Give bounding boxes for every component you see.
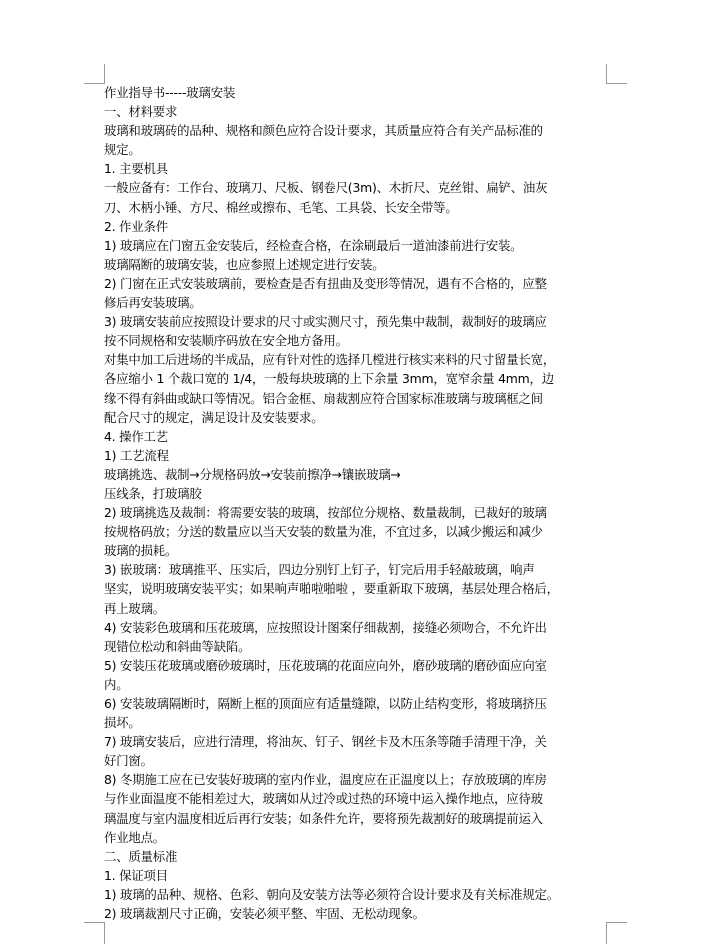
paragraph-line: 玻璃挑选、裁制→分规格码放→安装前擦净→镶嵌玻璃→ (104, 466, 401, 482)
paragraph-line: 各应缩小 1 个裁口宽的 1/4，一般每块玻璃的上下余量 3mm，宽窄余量 4mm，边 (104, 371, 554, 387)
paragraph-line: 缘不得有斜曲或缺口等情况。铝合金框、扇裁割应符合国家标准玻璃与玻璃框之间 (104, 390, 543, 406)
paragraph-line: 4) 安装彩色玻璃和压花玻璃，应按照设计图案仔细裁割，接缝必须吻合，不允许出 (104, 619, 547, 635)
paragraph-line: 现错位松动和斜曲等缺陷。 (104, 638, 251, 654)
paragraph-line: 玻璃的损耗。 (104, 543, 178, 559)
corner-mark-bottom-left-vertical (104, 922, 105, 944)
section-heading-materials: 一、材料要求 (104, 104, 178, 120)
paragraph-line: 损坏。 (104, 715, 141, 731)
subheading-main-tools: 1. 主要机具 (104, 161, 168, 177)
document-title: 作业指导书-----玻璃安装 (104, 85, 236, 100)
paragraph-line: 1) 玻璃应在门窗五金安装后，经检查合格，在涂刷最后一道油漆前进行安装。 (104, 237, 523, 253)
corner-mark-top-left-horizontal (84, 83, 105, 84)
paragraph-line: 规定。 (104, 142, 141, 158)
corner-mark-top-right-vertical (606, 64, 607, 84)
subheading-work-conditions: 2. 作业条件 (104, 218, 168, 234)
paragraph-line: 按不同规格和安装顺序码放在安全地方备用。 (104, 333, 348, 349)
paragraph-line: 与作业面温度不能相差过大，玻璃如从过冷或过热的环境中运入操作地点，应待玻 (104, 791, 543, 807)
corner-mark-bottom-right-vertical (606, 922, 607, 944)
paragraph-line: 6) 安装玻璃隔断时，隔断上框的顶面应有适量缝隙，以防止结构变形，将玻璃挤压 (104, 696, 547, 711)
paragraph-line: 璃温度与室内温度相近后再行安装；如条件允许，要将预先裁割好的玻璃提前运入 (104, 810, 543, 826)
paragraph-line: 作业地点。 (104, 829, 165, 845)
paragraph-line: 玻璃和玻璃砖的品种、规格和颜色应符合设计要求，其质量应符合有关产品标准的 (104, 123, 543, 139)
paragraph-line: 1) 玻璃的品种、规格、色彩、朝向及安装方法等必须符合设计要求及有关标准规定。 (104, 886, 559, 902)
paragraph-line: 内。 (104, 676, 129, 692)
paragraph-line: 修后再安装玻璃。 (104, 295, 202, 311)
section-heading-quality-standards: 二、质量标准 (104, 848, 178, 864)
document-body (104, 83, 607, 923)
paragraph-line: 2) 玻璃挑选及裁制：将需要安装的玻璃，按部位分规格、数量裁制，已裁好的玻璃 (104, 505, 547, 521)
corner-mark-top-right-horizontal (606, 83, 627, 84)
paragraph-line: 2) 玻璃裁割尺寸正确，安装必须平整、牢固、无松动现象。 (104, 906, 425, 922)
corner-mark-bottom-left-horizontal (84, 922, 105, 923)
subheading-process-flow: 1) 工艺流程 (104, 447, 169, 463)
paragraph-line: 8) 冬期施工应在已安装好玻璃的室内作业，温度应在正温度以上；存放玻璃的库房 (104, 772, 547, 788)
subheading-guarantee-items: 1. 保证项目 (104, 867, 168, 883)
paragraph-line: 2) 门窗在正式安装玻璃前，要检查是否有扭曲及变形等情况，遇有不合格的，应整 (104, 275, 547, 291)
subheading-operation-process: 4. 操作工艺 (104, 428, 168, 444)
paragraph-line: 对集中加工后进场的半成品，应有针对性的选择几樘进行核实来料的尺寸留量长宽， (104, 352, 556, 368)
paragraph-line: 刀、木柄小锤、方尺、棉丝或擦布、毛笔、工具袋、长安全带等。 (104, 199, 458, 215)
corner-mark-top-left-vertical (104, 64, 105, 84)
paragraph-line: 再上玻璃。 (104, 600, 165, 616)
paragraph-line: 配合尺寸的规定，满足设计及安装要求。 (104, 409, 324, 425)
paragraph-line: 3) 嵌玻璃：玻璃推平、压实后，四边分别钉上钉子，钉完后用手轻敲玻璃，响声 (104, 562, 535, 578)
paragraph-line: 5) 安装压花玻璃或磨砂玻璃时，压花玻璃的花面应向外，磨砂玻璃的磨砂面应向室 (104, 657, 547, 673)
paragraph-line: 3) 玻璃安装前应按照设计要求的尺寸或实测尺寸，预先集中裁制，裁制好的玻璃应 (104, 314, 547, 330)
corner-mark-bottom-right-horizontal (606, 922, 627, 923)
paragraph-line: 好门窗。 (104, 753, 153, 769)
paragraph-line: 一般应备有：工作台、玻璃刀、尺板、钢卷尺(3m)、木折尺、克丝钳、扁铲、油灰 (104, 180, 548, 196)
paragraph-line: 坚实，说明玻璃安装平实；如果响声啪啦啪啦 ，要重新取下玻璃，基层处理合格后， (104, 581, 559, 597)
paragraph-line: 7) 玻璃安装后，应进行清理，将油灰、钉子、钢丝卡及木压条等随手清理干净，关 (104, 734, 547, 750)
paragraph-line: 玻璃隔断的玻璃安装，也应参照上述规定进行安装。 (104, 256, 385, 272)
paragraph-line: 压线条，打玻璃胶 (104, 485, 202, 501)
paragraph-line: 按规格码放；分送的数量应以当天安装的数量为准，不宜过多，以减少搬运和减少 (104, 524, 543, 540)
